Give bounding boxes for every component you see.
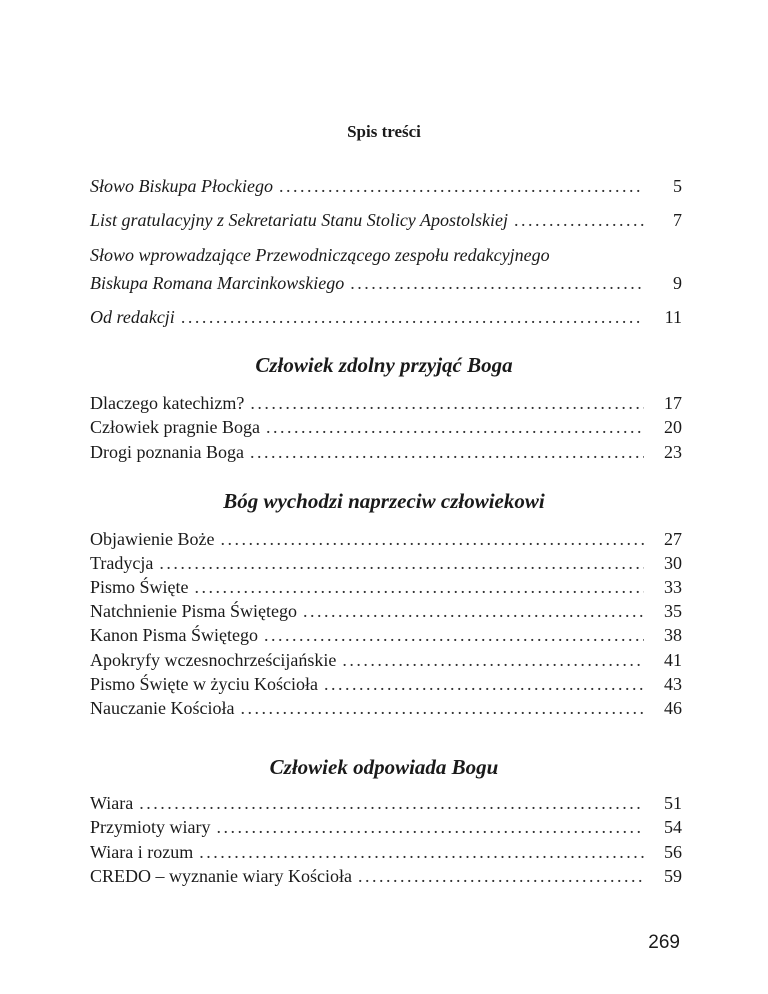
toc-entry [90, 648, 682, 672]
entry-page: 43 [664, 674, 682, 694]
entry-title: Dlaczego katechizm? [90, 393, 245, 413]
entry-page: 33 [664, 577, 682, 597]
entry-title: Od redakcji [90, 307, 175, 327]
toc-entry [90, 840, 682, 864]
entry-page: 46 [664, 698, 682, 718]
toc-entry [90, 575, 682, 599]
entry-title: List gratulacyjny z Sekretariatu Stanu Stolicy Apostolskiej [90, 210, 508, 230]
toc-entry [90, 551, 682, 575]
entry-page: 56 [664, 842, 682, 862]
entry-title: Wiara [90, 793, 134, 813]
leader-dots [195, 575, 644, 599]
entry-page: 5 [673, 176, 682, 196]
toc-entry [90, 391, 682, 415]
entry-title: Apokryfy wczesnochrześcijańskie [90, 650, 337, 670]
entry-page: 27 [664, 529, 682, 549]
section-title: Człowiek zdolny przyjąć Boga [255, 353, 513, 377]
entry-title: Tradycja [90, 553, 154, 573]
entry-page: 30 [664, 553, 682, 573]
toc-entry [90, 791, 682, 815]
toc-entry [90, 208, 682, 232]
entry-title: Pismo Święte w życiu Kościoła [90, 674, 318, 694]
toc-entry [90, 440, 682, 464]
leader-dots [159, 551, 644, 575]
leader-dots [266, 415, 644, 439]
entry-title: Drogi poznania Boga [90, 442, 244, 462]
entry-title: Przymioty wiary [90, 817, 211, 837]
toc-entry [90, 864, 682, 888]
entry-title: Nauczanie Kościoła [90, 698, 235, 718]
entry-title: Człowiek pragnie Boga [90, 417, 260, 437]
toc-entry [90, 815, 682, 839]
entry-title: Natchnienie Pisma Świętego [90, 601, 297, 621]
toc-entry [90, 243, 682, 295]
toc-entry [90, 696, 682, 720]
entry-title: Objawienie Boże [90, 529, 215, 549]
entry-page: 23 [664, 442, 682, 462]
leader-dots [216, 815, 644, 839]
leader-dots [514, 208, 644, 232]
entry-title: CREDO – wyznanie wiary Kościoła [90, 866, 352, 886]
entry-page: 54 [664, 817, 682, 837]
leader-dots [358, 864, 644, 888]
entry-title-line2: Biskupa Romana Marcinkowskiego [90, 273, 345, 293]
leader-dots [250, 440, 644, 464]
leader-dots [264, 623, 644, 647]
entry-title-line1: Słowo wprowadzające Przewodniczącego zespołu redakcyjnego [90, 245, 550, 265]
section-title: Człowiek odpowiada Bogu [269, 755, 499, 779]
leader-dots [250, 391, 644, 415]
leader-dots [220, 527, 644, 551]
entry-title: Kanon Pisma Świętego [90, 625, 258, 645]
leader-dots [350, 271, 644, 295]
entry-title: Słowo Biskupa Płockiego [90, 176, 273, 196]
entry-title: Wiara i rozum [90, 842, 194, 862]
leader-dots [324, 672, 644, 696]
toc-title: Spis treści [347, 122, 421, 141]
toc-entry [90, 174, 682, 198]
leader-dots [139, 791, 644, 815]
leader-dots [240, 696, 644, 720]
entry-page: 41 [664, 650, 682, 670]
toc-entry [90, 415, 682, 439]
toc-entry [90, 527, 682, 551]
entry-page: 59 [664, 866, 682, 886]
entry-page: 35 [664, 601, 682, 621]
entry-title: Pismo Święte [90, 577, 189, 597]
toc-entry [90, 305, 682, 329]
leader-dots [181, 305, 644, 329]
entry-page: 11 [664, 307, 682, 327]
entry-page: 17 [664, 393, 682, 413]
section-title: Bóg wychodzi naprzeciw człowiekowi [223, 489, 545, 513]
toc-entry [90, 672, 682, 696]
leader-dots [279, 174, 644, 198]
entry-page: 7 [673, 210, 682, 230]
leader-dots [199, 840, 644, 864]
toc-entry [90, 623, 682, 647]
page-number: 269 [648, 932, 680, 953]
leader-dots [303, 599, 644, 623]
leader-dots [342, 648, 644, 672]
entry-page: 9 [673, 273, 682, 293]
entry-page: 20 [664, 417, 682, 437]
toc-entry [90, 599, 682, 623]
entry-page: 38 [664, 625, 682, 645]
entry-page: 51 [664, 793, 682, 813]
